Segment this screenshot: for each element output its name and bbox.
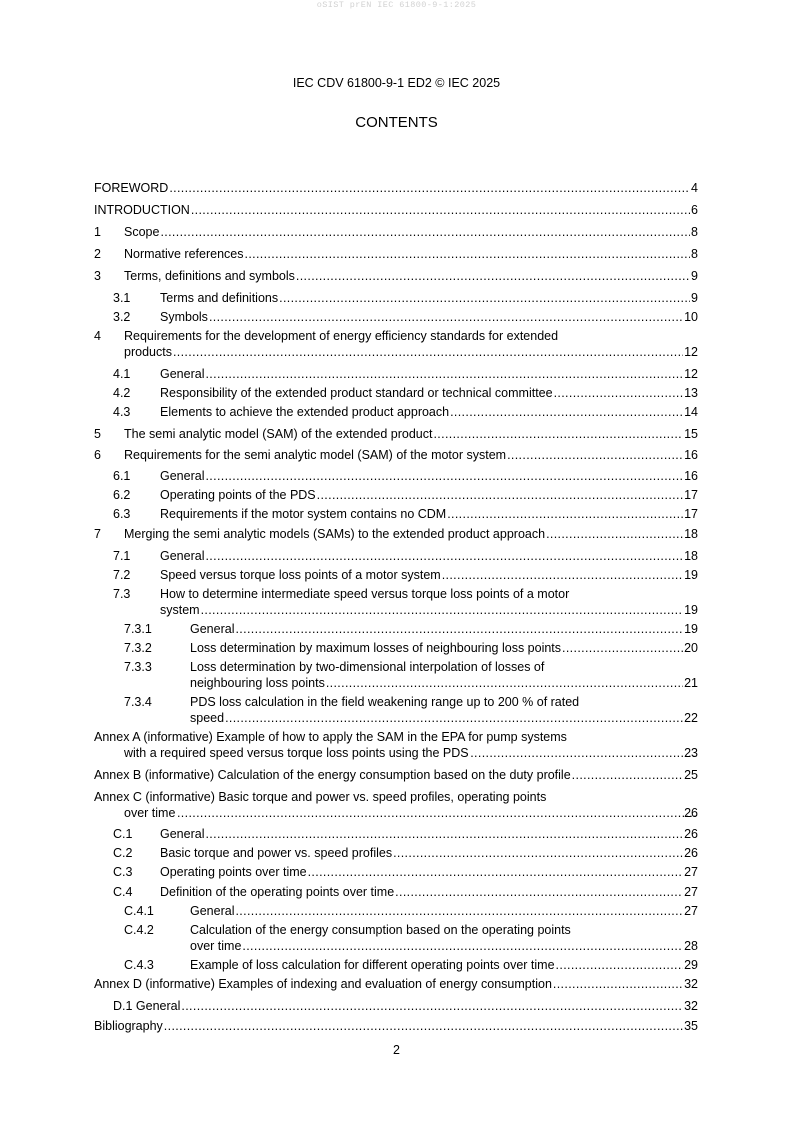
toc-entry-title: INTRODUCTION (94, 203, 190, 217)
toc-entry-title: General (160, 469, 205, 483)
toc-entry-title: General (190, 622, 235, 636)
toc-entry-title: Speed versus torque loss points of a motor system (160, 568, 441, 582)
toc-entry[interactable] (94, 426, 698, 442)
toc-entry-page: 19 (684, 622, 698, 636)
toc-entry-title: Scope (124, 225, 160, 239)
toc-entry[interactable] (94, 487, 698, 503)
leader-dots (205, 826, 683, 842)
toc-entry[interactable] (94, 268, 698, 284)
leader-dots (225, 710, 683, 726)
toc-entry[interactable] (94, 309, 698, 325)
contents-title: CONTENTS (355, 114, 438, 131)
toc-entry-title-line1: How to determine intermediate speed versus torque loss points of a motor (160, 587, 570, 601)
leader-dots (442, 567, 683, 583)
toc-entry-title: General (160, 549, 205, 563)
leader-dots (546, 526, 683, 542)
toc-entry[interactable] (94, 526, 698, 542)
toc-entry-number: C.2 (113, 846, 133, 860)
toc-entry-title: neighbouring loss points (190, 676, 325, 690)
toc-entry-number: 6 (94, 448, 101, 462)
toc-entry-title: Responsibility of the extended product standard or technical committee (160, 386, 553, 400)
toc-entry-page: 15 (684, 427, 698, 441)
leader-dots (205, 366, 683, 382)
table-of-contents (94, 0, 698, 1122)
toc-entry[interactable] (94, 567, 698, 583)
toc-entry-title: General (160, 827, 205, 841)
toc-entry-annex-c[interactable]: Annex C (informative) Basic torque and power vs. speed profiles, operating points over time ..... 26 (94, 789, 698, 821)
toc-entry-number: 3.1 (113, 291, 131, 305)
toc-entry-number: 3 (94, 269, 101, 283)
toc-entry[interactable] (94, 903, 698, 919)
toc-entry-title: Merging the semi analytic models (SAMs) to the extended product approach (124, 527, 546, 541)
toc-entry-title: speed (190, 711, 225, 725)
leader-dots (181, 998, 683, 1014)
leader-dots (447, 506, 683, 522)
leader-dots (205, 468, 683, 484)
toc-entry-page: 21 (684, 676, 698, 690)
toc-entry-title: system (160, 603, 200, 617)
leader-dots (470, 745, 697, 761)
toc-entry[interactable] (94, 586, 698, 618)
toc-entry-page: 20 (684, 641, 698, 655)
toc-entry-title-line1: Annex A (informative) Example of how to apply the SAM in the EPA for pump systems (94, 730, 567, 744)
toc-entry[interactable] (94, 468, 698, 484)
toc-entry-title: Terms, definitions and symbols (124, 269, 295, 283)
leader-dots (235, 903, 683, 919)
toc-entry[interactable] (94, 506, 698, 522)
toc-entry-number: 4 (94, 329, 101, 343)
toc-entry-page: 26 (684, 846, 698, 860)
toc-entry-title: Definition of the operating points over time (160, 885, 395, 899)
leader-dots (279, 290, 690, 306)
toc-entry-title: Requirements if the motor system contains no CDM (160, 507, 447, 521)
toc-entry-page: 9 (691, 269, 698, 283)
toc-entry-number: C.4.3 (124, 958, 154, 972)
toc-entry-page: 19 (684, 568, 698, 582)
toc-entry-title: Basic torque and power vs. speed profiles (160, 846, 393, 860)
toc-entry-title: FOREWORD (94, 181, 169, 195)
leader-dots (308, 864, 683, 880)
toc-entry-page: 17 (684, 507, 698, 521)
toc-entry-number: 4.1 (113, 367, 131, 381)
toc-entry-title: Example of loss calculation for different operating points over time (190, 958, 555, 972)
toc-entry-page: 18 (684, 527, 698, 541)
watermark: oSIST prEN IEC 61800-9-1:2025 (316, 0, 477, 10)
leader-dots (553, 976, 683, 992)
toc-entry-title: Symbols (160, 310, 208, 324)
toc-entry-foreword[interactable] (94, 180, 698, 196)
toc-entry-number: 2 (94, 247, 101, 261)
toc-entry-annex-d[interactable] (94, 976, 698, 992)
toc-entry[interactable] (94, 957, 698, 973)
toc-entry-title: General (160, 367, 205, 381)
toc-entry-page: 17 (684, 488, 698, 502)
toc-entry[interactable] (94, 404, 698, 420)
toc-entry-title: Operating points of the PDS (160, 488, 316, 502)
toc-entry[interactable] (94, 447, 698, 463)
toc-entry-page: 29 (684, 958, 698, 972)
toc-entry[interactable] (94, 864, 698, 880)
toc-entry-page: 32 (684, 977, 698, 991)
toc-entry-title: over time (190, 939, 242, 953)
toc-entry-number: 4.3 (113, 405, 131, 419)
toc-entry-number: 3.2 (113, 310, 131, 324)
toc-entry-annex-b[interactable] (94, 767, 698, 783)
leader-dots (201, 602, 684, 618)
toc-entry[interactable] (94, 328, 698, 360)
leader-dots (562, 640, 683, 656)
page-number: 2 (393, 1043, 400, 1057)
toc-entry-title: Annex D (informative) Examples of indexing and evaluation of energy consumption (94, 977, 552, 991)
toc-entry-page: 18 (684, 549, 698, 563)
leader-dots (173, 344, 683, 360)
toc-entry-bibliography[interactable] (94, 1018, 698, 1034)
toc-entry-number: 4.2 (113, 386, 131, 400)
leader-dots (205, 548, 683, 564)
leader-dots (554, 385, 684, 401)
toc-entry-page: 27 (684, 865, 698, 879)
leader-dots (164, 1018, 683, 1034)
toc-entry-number: 7.3.1 (124, 622, 152, 636)
toc-entry[interactable] (94, 366, 698, 382)
toc-entry-number: C.4 (113, 885, 133, 899)
leader-dots (245, 246, 691, 262)
toc-entry-title: Loss determination by maximum losses of neighbouring loss points (190, 641, 562, 655)
toc-entry-page: 26 (684, 827, 698, 841)
toc-entry[interactable] (94, 694, 698, 726)
leader-dots (326, 675, 683, 691)
toc-entry-title: D.1 General (113, 999, 181, 1013)
toc-entry-page: 27 (684, 885, 698, 899)
toc-entry-annex-a[interactable]: Annex A (informative) Example of how to apply the SAM in the EPA for pump systems with a required speed versus torque loss points using the PDS ..... 23 (94, 729, 698, 761)
toc-entry-number: 6.2 (113, 488, 131, 502)
toc-entry-title: Bibliography (94, 1019, 163, 1033)
toc-entry-number: 7.3.2 (124, 641, 152, 655)
leader-dots (507, 447, 683, 463)
toc-entry-page: 6 (691, 203, 698, 217)
leader-dots (160, 224, 690, 240)
leader-dots (393, 845, 683, 861)
toc-entry-title-line1: Requirements for the development of energy efficiency standards for extended (124, 329, 559, 343)
toc-entry-number: 6.1 (113, 469, 131, 483)
toc-entry-title: General (190, 904, 235, 918)
toc-entry-number: 1 (94, 225, 101, 239)
toc-entry-page: 25 (684, 768, 698, 782)
toc-entry-title-line1: Loss determination by two-dimensional interpolation of losses of (190, 660, 545, 674)
toc-entry-number: 7.3.3 (124, 660, 152, 674)
toc-entry-number: C.4.2 (124, 923, 154, 937)
toc-entry-number: 7.2 (113, 568, 131, 582)
leader-dots (395, 884, 683, 900)
toc-entry[interactable] (94, 548, 698, 564)
toc-entry-page: 13 (684, 386, 698, 400)
toc-entry-number: 5 (94, 427, 101, 441)
toc-entry-page: 4 (691, 181, 698, 195)
leader-dots (242, 938, 683, 954)
toc-entry[interactable] (94, 884, 698, 900)
leader-dots (556, 957, 684, 973)
toc-entry-title: with a required speed versus torque loss points using the PDS (124, 746, 469, 760)
toc-entry-title: Operating points over time (160, 865, 307, 879)
toc-entry[interactable] (94, 922, 698, 954)
toc-entry[interactable] (94, 998, 698, 1014)
toc-entry[interactable] (94, 246, 698, 262)
toc-entry-number: C.1 (113, 827, 133, 841)
toc-entry-number: 7.1 (113, 549, 131, 563)
toc-entry-title: products (124, 345, 172, 359)
toc-entry-page: 27 (684, 904, 698, 918)
toc-entry[interactable] (94, 845, 698, 861)
toc-entry-title: Terms and definitions (160, 291, 279, 305)
leader-dots (433, 426, 683, 442)
toc-entry-page: 14 (684, 405, 698, 419)
toc-entry-title-line1: Calculation of the energy consumption based on the operating points (190, 923, 571, 937)
leader-dots (572, 767, 683, 783)
toc-entry-page: 28 (684, 939, 698, 953)
toc-entry[interactable] (94, 826, 698, 842)
toc-entry-page: 9 (691, 291, 698, 305)
toc-entry[interactable] (94, 621, 698, 637)
toc-entry-page: 16 (684, 448, 698, 462)
toc-entry-page: 32 (684, 999, 698, 1013)
toc-entry-number: 7.3 (113, 587, 131, 601)
leader-dots (296, 268, 690, 284)
leader-dots (209, 309, 683, 325)
toc-entry-page: 12 (684, 367, 698, 381)
toc-entry[interactable] (94, 640, 698, 656)
toc-entry-title: over time (124, 806, 176, 820)
toc-entry-page: 10 (684, 310, 698, 324)
toc-entry-number: C.4.1 (124, 904, 154, 918)
toc-entry-number: C.3 (113, 865, 133, 879)
toc-entry[interactable] (94, 385, 698, 401)
toc-entry-title: Elements to achieve the extended product approach (160, 405, 450, 419)
leader-dots (235, 621, 683, 637)
toc-entry-page: 22 (684, 711, 698, 725)
leader-dots (191, 202, 690, 218)
toc-entry-title-line1: PDS loss calculation in the field weakening range up to 200 % of rated (190, 695, 580, 709)
document-header: IEC CDV 61800-9-1 ED2 © IEC 2025 (292, 76, 501, 90)
toc-entry-number: 7 (94, 527, 101, 541)
leader-dots (169, 180, 690, 196)
toc-entry-number: 6.3 (113, 507, 131, 521)
leader-dots (317, 487, 683, 503)
toc-entry-introduction[interactable] (94, 202, 698, 218)
toc-entry-title: Requirements for the semi analytic model (SAM) of the motor system (124, 448, 507, 462)
toc-entry-page: 12 (684, 345, 698, 359)
toc-entry-number: 7.3.4 (124, 695, 152, 709)
toc-entry-title: Normative references (124, 247, 244, 261)
toc-entry[interactable] (94, 224, 698, 240)
toc-entry-page: 19 (684, 603, 698, 617)
toc-entry-title: The semi analytic model (SAM) of the extended product (124, 427, 433, 441)
leader-dots (176, 805, 697, 821)
toc-entry[interactable] (94, 659, 698, 691)
toc-entry[interactable] (94, 290, 698, 306)
toc-entry-page: 35 (684, 1019, 698, 1033)
toc-entry-page: 16 (684, 469, 698, 483)
toc-entry-title: Annex B (informative) Calculation of the energy consumption based on the duty profile (94, 768, 571, 782)
toc-entry-title-line1: Annex C (informative) Basic torque and power vs. speed profiles, operating points (94, 790, 547, 804)
leader-dots (450, 404, 683, 420)
toc-entry-page: 8 (691, 225, 698, 239)
toc-entry-page: 8 (691, 247, 698, 261)
